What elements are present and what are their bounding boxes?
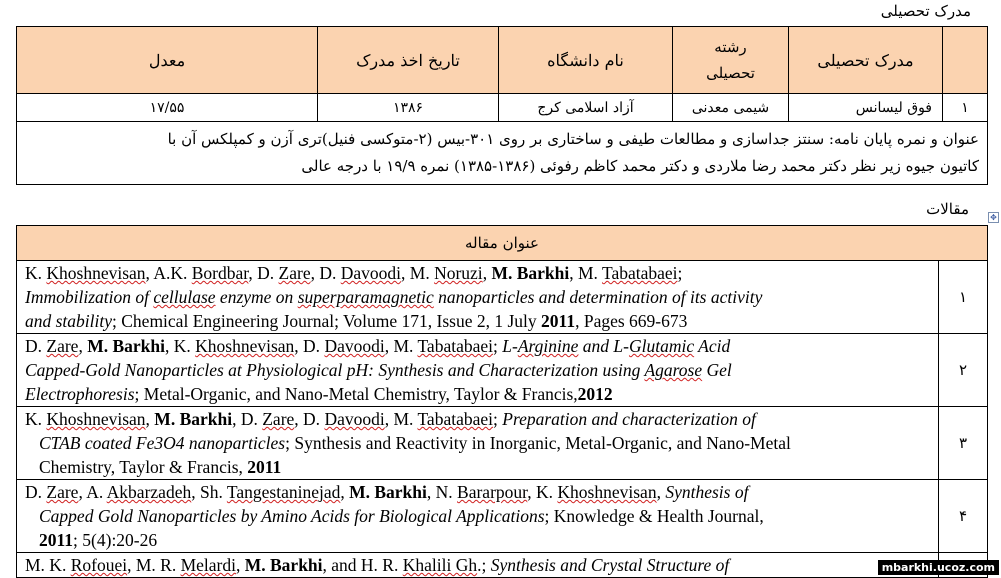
articles-header-title: عنوان مقاله [17, 226, 988, 261]
thesis-cell [17, 122, 988, 185]
education-header-degree: مدرک تحصیلی [789, 27, 943, 94]
education-header-date: تاریخ اخذ مدرک [318, 27, 499, 94]
author-highlight: M. Barkhi [87, 336, 165, 356]
education-header-field-line2: تحصیلی [706, 64, 755, 82]
education-row-degree: فوق لیسانس [789, 94, 943, 122]
article-row-5 [17, 553, 988, 578]
education-header-field-line1: رشته [714, 38, 747, 56]
author-highlight: M. Barkhi [244, 555, 323, 575]
education-header-gpa: معدل [17, 27, 318, 94]
article-5-line1: M. K. Rofouei, M. R. Melardi, M. Barkhi, and H. R. Khalili Gh.; Synthesis and Crystal Structure of [25, 555, 730, 575]
article-num-1: ۱ [939, 261, 988, 334]
article-row-1 [17, 261, 988, 334]
articles-table [16, 225, 988, 578]
article-4-line1: D. Zare, A. Akbarzadeh, Sh. Tangestaninejad, M. Barkhi, N. Bararpour, K. Khoshnevisan, Synthesis of [25, 482, 749, 502]
article-ref-4 [17, 480, 939, 553]
article-4-line3: 2011; 5(4):20-26 [39, 530, 158, 550]
article-1-line3: and stability; Chemical Engineering Journal; Volume 171, Issue 2, 1 July 2011, Pages 669-673 [25, 311, 688, 331]
education-section-title: مدرک تحصیلی [880, 2, 971, 20]
thesis-line2: کاتیون جیوه زیر نظر دکتر محمد رضا ملاردی و دکتر محمد کاظم رفوئی (۱۳۸۶-۱۳۸۵) نمره ۱۹/۹ با درجه عالی [301, 157, 979, 175]
education-row-gpa: ۱۷/۵۵ [17, 94, 318, 122]
article-ref-5 [17, 553, 939, 578]
education-row-date: ۱۳۸۶ [318, 94, 499, 122]
article-2-line2: Capped-Gold Nanoparticles at Physiological pH: Synthesis and Characterization using Agarose Gel [25, 360, 732, 380]
education-header-row [17, 27, 988, 94]
thesis-row [17, 122, 988, 185]
education-header-field [673, 27, 789, 94]
watermark-label: mbarkhi.ucoz.com [878, 560, 999, 575]
article-row-4 [17, 480, 988, 553]
article-ref-2 [17, 334, 939, 407]
author-highlight: M. Barkhi [349, 482, 427, 502]
author-highlight: M. Barkhi [491, 263, 570, 283]
table-move-handle-icon[interactable]: ✥ [988, 212, 999, 223]
article-2-line1: D. Zare, M. Barkhi, K. Khoshnevisan, D. Davoodi, M. Tabatabaei; L-Arginine and L-Glutamic Acid [25, 336, 731, 356]
article-3-line1: K. Khoshnevisan, M. Barkhi, D. Zare, D. Davoodi, M. Tabatabaei; Preparation and characterization of [25, 409, 756, 429]
articles-section-title: مقالات [926, 200, 969, 218]
education-row [17, 94, 988, 122]
article-num-2: ۲ [939, 334, 988, 407]
education-row-num: ۱ [943, 94, 988, 122]
articles-header-row [17, 226, 988, 261]
article-3-line3: Chemistry, Taylor & Francis, 2011 [39, 457, 282, 477]
article-1-line2: Immobilization of cellulase enzyme on superparamagnetic nanoparticles and determination of its activity [25, 287, 763, 307]
article-num-4: ۴ [939, 480, 988, 553]
education-row-field: شیمی معدنی [673, 94, 789, 122]
article-3-line2: CTAB coated Fe3O4 nanoparticles; Synthesis and Reactivity in Inorganic, Metal-Organic, and Nano-Metal [39, 433, 791, 453]
author-highlight: M. Barkhi [154, 409, 233, 429]
education-header-num [943, 27, 988, 94]
education-row-university: آزاد اسلامی کرج [499, 94, 673, 122]
education-header-university: نام دانشگاه [499, 27, 673, 94]
article-2-line3: Electrophoresis; Metal-Organic, and Nano-Metal Chemistry, Taylor & Francis,2012 [25, 384, 613, 404]
article-ref-1 [17, 261, 939, 334]
article-row-2 [17, 334, 988, 407]
thesis-line1: عنوان و نمره پایان نامه: سنتز جداسازی و مطالعات طیفی و ساختاری بر روی ۳۰۱-بیس (۲-متوکسی فنیل)تری آزن و کمپلکس آن با [167, 130, 979, 148]
article-1-line1: K. Khoshnevisan, A.K. Bordbar, D. Zare, D. Davoodi, M. Noruzi, M. Barkhi, M. Tabatabaei; [25, 263, 683, 283]
article-row-3 [17, 407, 988, 480]
article-num-3: ۳ [939, 407, 988, 480]
article-4-line2: Capped Gold Nanoparticles by Amino Acids for Biological Applications; Knowledge & Health Journal, [39, 506, 764, 526]
article-ref-3 [17, 407, 939, 480]
education-table [16, 26, 988, 185]
